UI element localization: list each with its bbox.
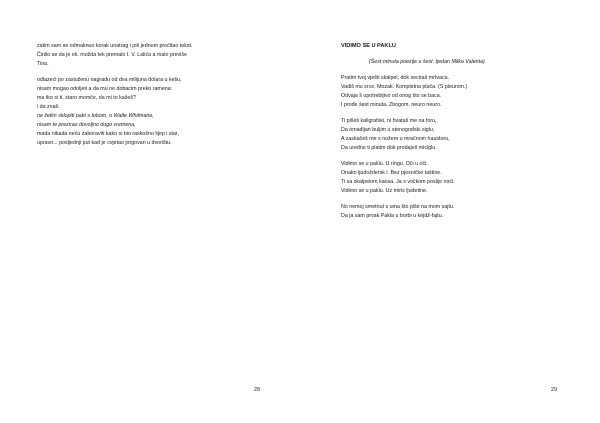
italic-line: nisam te prezirao dovoljno dugo vremena, bbox=[37, 122, 136, 128]
text-line: Činilo se da je ok. možda tek premalo I. V. Lalića a malo previše bbox=[37, 52, 187, 58]
poem-line: Ti pišeš kaligrafski, ni hvataš me na foru, bbox=[341, 118, 437, 124]
poem-line: Da ja sam prvak Pakla u borbi u kejdž-fajtu. bbox=[341, 213, 444, 219]
poem-line: Vidimo se u paklu. U ringu. Oči u oči. bbox=[341, 161, 428, 167]
poem-line: Vidimo se u paklu. Uz miris ljudetine. bbox=[341, 188, 428, 194]
poem-line: Pratim tvoj vješti skalpel, dok seciraš mrtvaca. bbox=[341, 75, 450, 81]
stanza-spacer bbox=[341, 196, 571, 203]
poem-line: No nemoj smetnut s uma što piše na mom sajtu. bbox=[341, 204, 455, 210]
poem-line: I prođe šest minuta. Zbogom, neuro neuro. bbox=[341, 102, 442, 108]
text-line: upravo... posljednji put kad je cvjetao jorgovan u dvorištu. bbox=[37, 140, 172, 146]
text-line: Tina. bbox=[37, 61, 49, 67]
text-line: ma tko si ti, staro momče, da mi to kažeš? bbox=[37, 95, 136, 101]
stanza-spacer bbox=[341, 110, 571, 117]
text-line: i da znaš: bbox=[37, 104, 60, 110]
text-line: mada nikada neću zaboraviti kako si bio raskošno lijep i star, bbox=[37, 131, 179, 137]
stanza-spacer bbox=[341, 153, 571, 160]
text-line: odlazeći po zasluženu nagradu od dva milijuna dolara u kešu, bbox=[37, 77, 182, 83]
paragraph-spacer bbox=[37, 69, 267, 76]
poem-line: Vadiš mu srce. Mozak. Kompletna pluća. (S pleurom.) bbox=[341, 84, 468, 90]
paragraph-spacer bbox=[341, 51, 571, 58]
right-page bbox=[300, 0, 600, 423]
page-number-left: 28 bbox=[254, 387, 260, 393]
text-line: nisam mogao odoljeti a da mu ne dobacim preko ramena: bbox=[37, 86, 173, 92]
paragraph-spacer bbox=[341, 67, 571, 74]
poem-subtitle: (Šest minuta poezije u šest: tjedan Milka Valenta) bbox=[369, 59, 485, 65]
italic-line: ne želim sklopiti pakt s tobom, o Walte Whitmane, bbox=[37, 113, 154, 119]
poem-line: Odvaja š upotrebljivo od onog što se baca. bbox=[341, 93, 442, 99]
page-number-right: 29 bbox=[551, 387, 557, 393]
poem-line: Onako ljudoždersk i. Bez pjesničke taštine. bbox=[341, 170, 442, 176]
text-line: zatim sam se odmaknuo korak unatrag i još jednom pročitao tekst. bbox=[37, 43, 193, 49]
left-page-text bbox=[37, 42, 267, 148]
right-page-text bbox=[341, 42, 571, 221]
poem-line: A zaskačeš me s nožem u mračnom haustoru, bbox=[341, 136, 450, 142]
poem-title: VIDIMO SE U PAKLU bbox=[341, 43, 396, 49]
poem-line: Da uredno ti platim dok prodaješ miciglu. bbox=[341, 145, 437, 151]
poem-line: Ti sa skalpelom kaosa. Ja s vočkom poslije noći. bbox=[341, 179, 455, 185]
poem-line: Da omađijan buljim u stenografski siglu, bbox=[341, 127, 435, 133]
